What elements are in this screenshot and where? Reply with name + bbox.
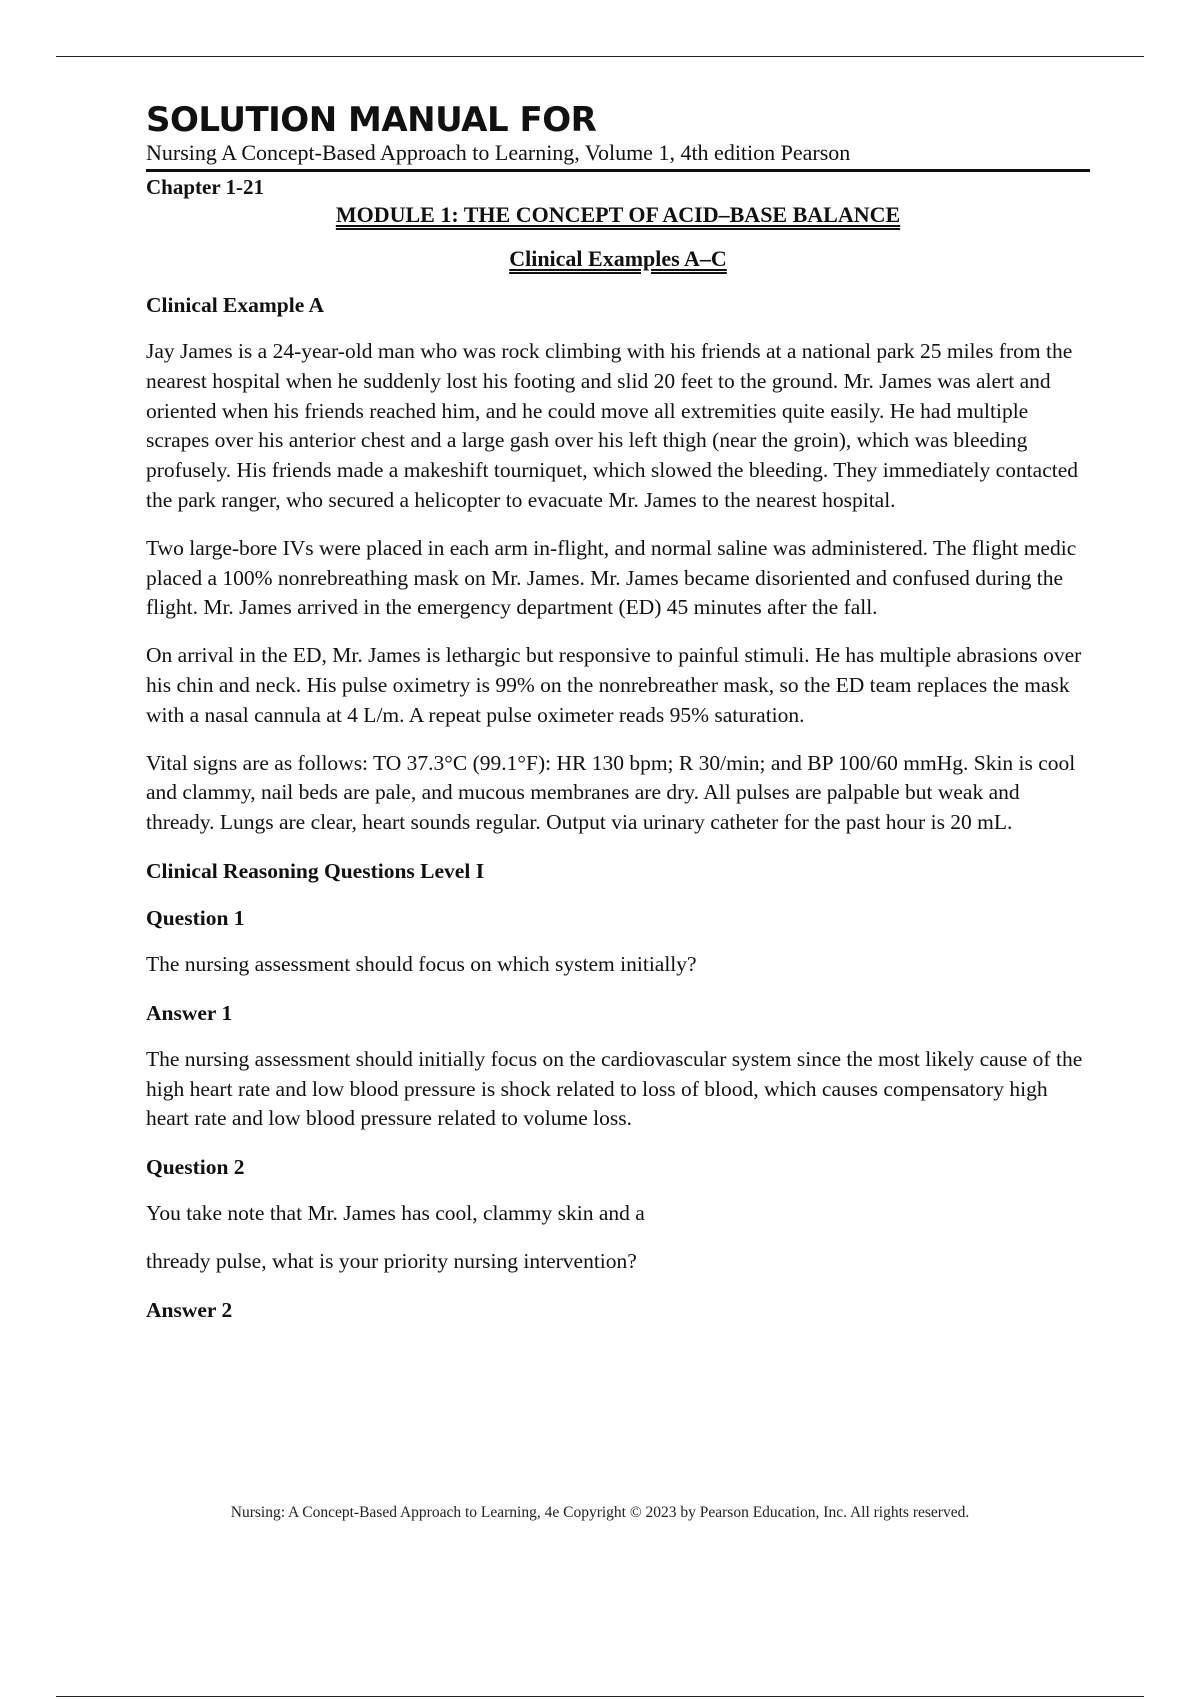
copyright-footer: Nursing: A Concept-Based Approach to Learning, 4e Copyright © 2023 by Pearson Education, Inc. All rights reserved. [230,1504,970,1521]
bottom-rule [56,1696,1144,1697]
document-page [146,100,1090,1324]
question-1-label: Question 1 [146,905,245,930]
book-title-line: Nursing A Concept-Based Approach to Learning, Volume 1, 4th edition Pearson [146,140,1090,172]
case-paragraph: Jay James is a 24-year-old man who was rock climbing with his friends at a national park 25 miles from the nearest hospital when he suddenly lost his footing and slid 20 feet to the ground. Mr. James was alert and oriented when his friends reached him, and he could move all extremities quite easily. He had multiple scrapes over his anterior chest and a large gash over his left thigh (near the groin), which was bleeding profusely. His friends made a makeshift tourniquet, which slowed the bleeding. They immediately contacted the park ranger, who secured a helicopter to evacuate Mr. James to the nearest hospital. [146,339,1079,512]
question-2-text-line2: thready pulse, what is your priority nursing intervention? [146,1248,637,1273]
top-rule [56,56,1144,57]
questions-heading: Clinical Reasoning Questions Level I [146,858,485,883]
vital-signs-paragraph: Vital signs are as follows: TO 37.3°C (99.1°F): HR 130 bpm; R 30/min; and BP 100/60 mmHg. Skin is cool and clammy, nail beds are pale, and mucous membranes are dry. All pulses are palpable but weak and thready. Lungs are clear, heart sounds regular. Output via urinary catheter for the past hour is 20 mL. [146,750,1076,835]
case-paragraph: Two large-bore IVs were placed in each arm in-flight, and normal saline was administered. The flight medic placed a 100% nonrebreathing mask on Mr. James. Mr. James became disoriented and confused during the flight. Mr. James arrived in the emergency department (ED) 45 minutes after the fall. [146,535,1077,620]
answer-2-label: Answer 2 [146,1297,233,1322]
question-2-text-line1: You take note that Mr. James has cool, clammy skin and a [146,1201,645,1226]
question-1-text: The nursing assessment should focus on which system initially? [146,951,697,976]
chapter-range: Chapter 1-21 [146,175,265,199]
answer-1-text: The nursing assessment should initially focus on the cardiovascular system since the most likely cause of the high heart rate and low blood pressure is shock related to loss of blood, which causes compensatory high heart rate and low blood pressure related to volume loss. [146,1046,1083,1131]
question-2-label: Question 2 [146,1155,245,1180]
clinical-example-heading: Clinical Example A [146,293,324,317]
solution-manual-title: SOLUTION MANUAL FOR [146,100,597,140]
case-paragraph: On arrival in the ED, Mr. James is lethargic but responsive to painful stimuli. He has multiple abrasions over his chin and neck. His pulse oximetry is 99% on the nonrebreather mask, so the ED team replaces the mask with a nasal cannula at 4 L/m. A repeat pulse oximeter reads 95% saturation. [146,643,1082,727]
clinical-examples-title: Clinical Examples A–C [509,246,727,271]
module-title: MODULE 1: THE CONCEPT OF ACID–BASE BALANCE [335,202,901,227]
answer-1-label: Answer 1 [146,1000,233,1025]
